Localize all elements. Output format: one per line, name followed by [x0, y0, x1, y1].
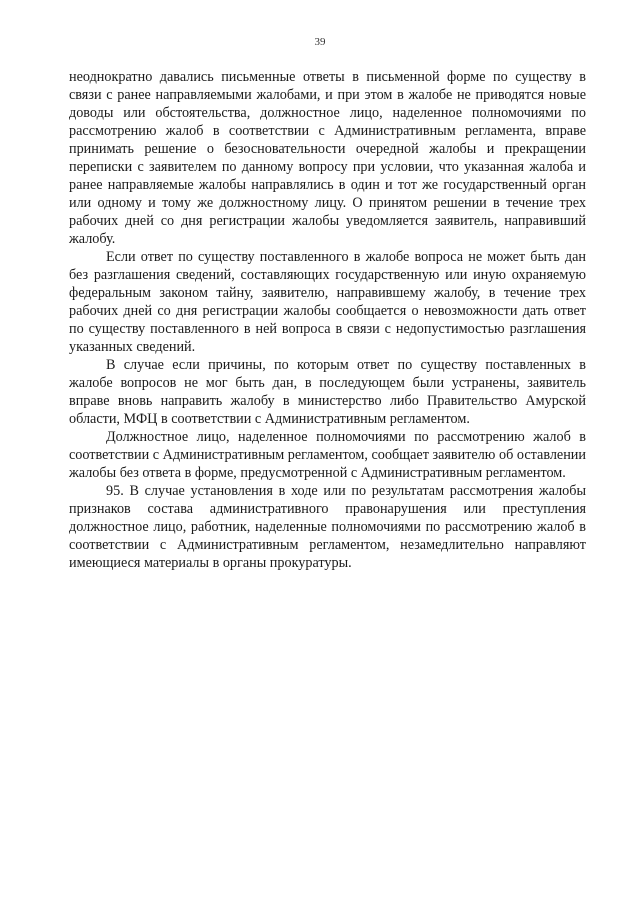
- paragraph-continuation: неоднократно давались письменные ответы в письменной форме по существу в связи с ранее направляемыми жалобами, и при этом в жалобе не приводятся новые доводы или обстоятельства, должностное лицо, наделенное полномочиями по рассмотрению жалоб в соответствии с Административным регламента, вправе принимать решение о безосновательности очередной жалобы и прекращении переписки с заявителем по данному вопросу при условии, что указанная жалоба и ранее направляемые жалобы направлялись в один и тот же государственный орган или одному и тому же должностному лицу. О принятом решении в течение трех рабочих дней со дня регистрации жалобы уведомляется заявитель, направивший жалобу.: [69, 69, 586, 247]
- paragraph: Должностное лицо, наделенное полномочиями по рассмотрению жалоб в соответствии с Административным регламентом, сообщает заявителю об оставлении жалобы без ответа в форме, предусмотренной с Административным регламентом.: [69, 429, 586, 481]
- paragraph: В случае если причины, по которым ответ по существу поставленных в жалобе вопросов не мог быть дан, в последующем были устранены, заявитель вправе вновь направить жалобу в министерство либо Правительство Амурской области, МФЦ в соответствии с Административным регламентом.: [69, 357, 586, 427]
- paragraph-item-95: 95. В случае установления в ходе или по результатам рассмотрения жалобы признаков состава административного правонарушения или преступления должностное лицо, работник, наделенные полномочиями по рассмотрению жалоб в соответствии с Административным регламентом, незамедлительно направляют имеющиеся материалы в органы прокуратуры.: [69, 483, 586, 571]
- document-body: [69, 68, 586, 572]
- paragraph: Если ответ по существу поставленного в жалобе вопроса не может быть дан без разглашения сведений, составляющих государственную или иную охраняемую федеральным законом тайну, заявителю, направившему жалобу, в течение трех рабочих дней со дня регистрации жалобы сообщается о невозможности дать ответ по существу поставленного в ней вопроса в связи с недопустимостью разглашения указанных сведений.: [69, 249, 586, 355]
- page-number: 39: [314, 36, 326, 48]
